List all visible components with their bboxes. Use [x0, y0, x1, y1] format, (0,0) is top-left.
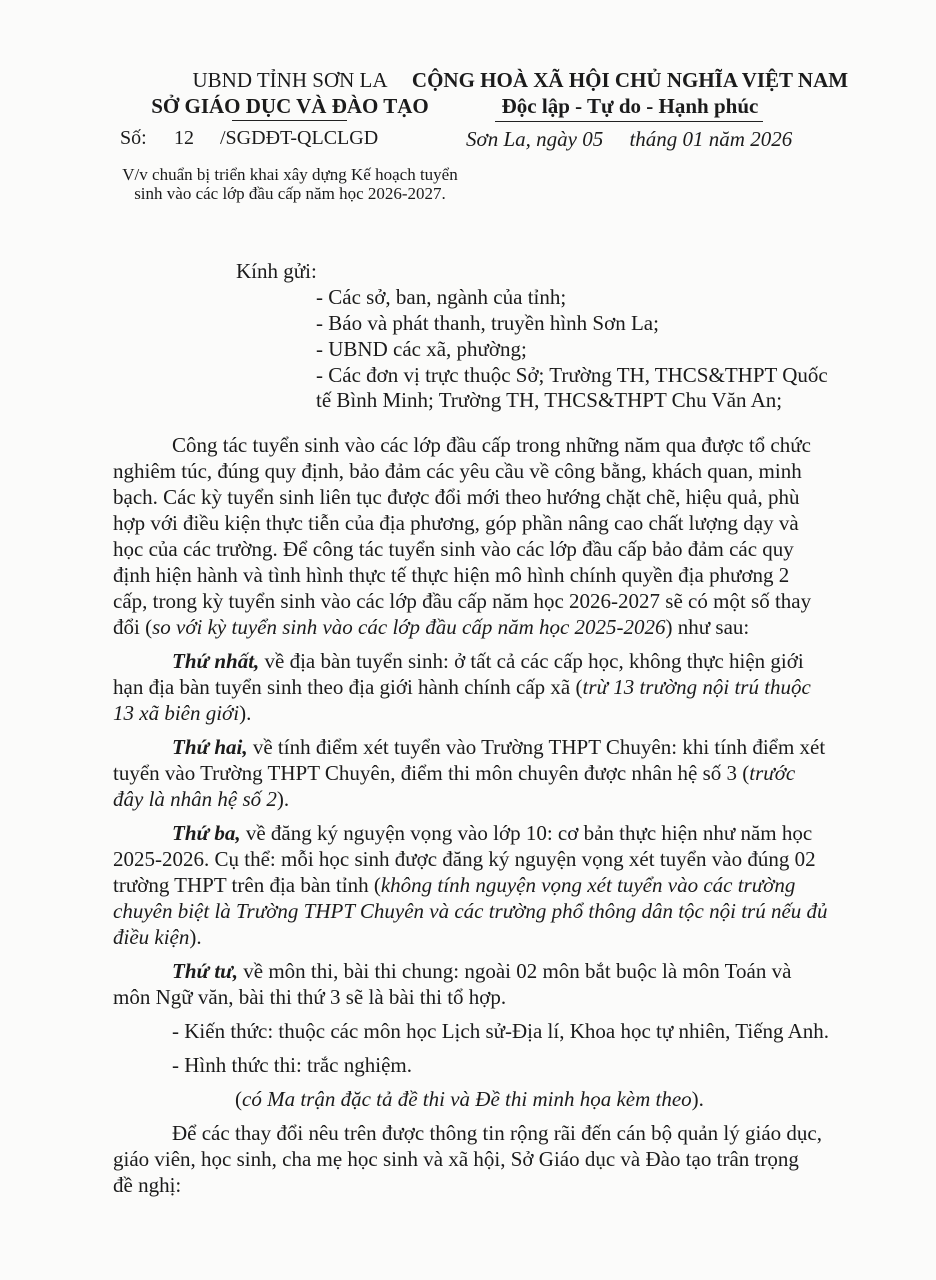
doc-code: /SGDĐT-QLCLGD — [220, 127, 379, 149]
org-underline — [232, 120, 347, 121]
p3-line: chuyên biệt là Trường THPT Chuyên và các trường phổ thông dân tộc nội trú nếu đủ — [113, 899, 828, 923]
greeting: Kính gửi: — [236, 259, 317, 283]
recipient-line: tế Bình Minh; Trường TH, THCS&THPT Chu Văn An; — [316, 388, 783, 412]
p3-text: trường THPT trên địa bàn tỉnh ( — [113, 873, 381, 897]
p3-line — [113, 872, 795, 898]
recipient-line: - Các sở, ban, ngành của tỉnh; — [316, 285, 567, 309]
recipient-line: - UBND các xã, phường; — [316, 337, 527, 361]
intro-line-last — [113, 614, 749, 640]
p3-heading: Thứ ba, — [172, 821, 241, 845]
p1-text-italic: trừ 13 trường nội trú thuộc — [582, 675, 811, 699]
doc-number-label: Số: — [120, 127, 147, 149]
p2-line — [113, 760, 795, 786]
p3-text: về đăng ký nguyện vọng vào lớp 10: cơ bản thực hiện như năm học — [240, 821, 813, 845]
p1-text-italic: 13 xã biên giới — [113, 701, 240, 725]
org-parent: UBND TỈNH SƠN LA — [192, 68, 388, 92]
place-date-b: tháng 01 năm 2026 — [629, 127, 793, 151]
motto-underline — [495, 121, 763, 122]
p3-line: 2025-2026. Cụ thể: mỗi học sinh được đăng ký nguyện vọng xét tuyển vào đúng 02 — [113, 847, 816, 871]
p1-text: ). — [239, 701, 252, 725]
p2-text: ). — [276, 787, 290, 811]
p3-text: ). — [189, 925, 202, 949]
intro-line: hợp với điều kiện thực tiễn của địa phương, góp phần nâng cao chất lượng dạy và — [113, 511, 799, 535]
intro-line: cấp, trong kỳ tuyển sinh vào các lớp đầu cấp năm học 2026-2027 sẽ có một số thay — [113, 589, 812, 613]
p4-note — [235, 1086, 704, 1112]
org-name: SỞ GIÁO DỤC VÀ ĐÀO TẠO — [151, 94, 429, 118]
p4-item: - Kiến thức: thuộc các môn học Lịch sử-Địa lí, Khoa học tự nhiên, Tiếng Anh. — [172, 1019, 830, 1043]
p2-text-italic: trước — [749, 761, 796, 785]
p1-line — [113, 700, 251, 726]
p2-line — [172, 734, 825, 760]
p2-text: tuyển vào Trường THPT Chuyên, điểm thi môn chuyên được nhân hệ số 3 ( — [113, 761, 750, 785]
p3-line — [172, 820, 812, 846]
p4-line — [172, 958, 791, 984]
place-date — [466, 127, 792, 152]
intro-line: nghiêm túc, đúng quy định, bảo đảm các yêu cầu về công bằng, khách quan, minh — [113, 459, 802, 483]
p4-line: môn Ngữ văn, bài thi thứ 3 sẽ là bài thi tổ hợp. — [113, 985, 507, 1009]
p4-item: - Hình thức thi: trắc nghiệm. — [172, 1053, 412, 1077]
p4-note-b: có Ma trận đặc tả đề thi và Đề thi minh họa kèm theo — [242, 1087, 692, 1111]
p1-line — [113, 674, 811, 700]
closing-line: giáo viên, học sinh, cha mẹ học sinh và xã hội, Sở Giáo dục và Đào tạo trân trọng — [113, 1147, 799, 1171]
intro-line: học của các trường. Để công tác tuyển sinh vào các lớp đầu cấp bảo đảm các quy — [113, 537, 794, 561]
intro-last-c: ) như sau: — [665, 615, 750, 639]
p2-heading: Thứ hai, — [172, 735, 248, 759]
p1-text: hạn địa bàn tuyển sinh theo địa giới hành chính cấp xã ( — [113, 675, 583, 699]
p1-heading: Thứ nhất, — [172, 649, 260, 673]
intro-last-b: so với kỳ tuyển sinh vào các lớp đầu cấp năm học 2025-2026 — [152, 615, 666, 639]
p4-note-c: ). — [691, 1087, 704, 1111]
p2-text: về tính điểm xét tuyển vào Trường THPT Chuyên: khi tính điểm xét — [247, 735, 826, 759]
p3-text-italic: điều kiện — [113, 925, 190, 949]
intro-line: định hiện hành và tình hình thực tế thực hiện mô hình chính quyền địa phương 2 — [113, 563, 790, 587]
p4-heading: Thứ tư, — [172, 959, 239, 983]
p3-text-italic: không tính nguyện vọng xét tuyển vào các trường — [380, 873, 796, 897]
doc-number: 12 — [174, 127, 194, 149]
closing-line: đề nghị: — [113, 1173, 182, 1197]
intro-last-a: đổi ( — [113, 615, 153, 639]
p1-text: về địa bàn tuyển sinh: ở tất cả các cấp học, không thực hiện giới — [259, 649, 804, 673]
p1-line — [172, 648, 804, 674]
intro-line: Công tác tuyển sinh vào các lớp đầu cấp trong những năm qua được tổ chức — [172, 433, 811, 457]
p4-text: về môn thi, bài thi chung: ngoài 02 môn bắt buộc là môn Toán và — [238, 959, 792, 983]
nation-title: CỘNG HOÀ XÃ HỘI CHỦ NGHĨA VIỆT NAM — [411, 68, 849, 92]
p2-text-italic: đây là nhân hệ số 2 — [113, 787, 277, 811]
intro-line: bạch. Các kỳ tuyển sinh liên tục được đổi mới theo hướng chặt chẽ, hiệu quả, phù — [113, 485, 800, 509]
recipient-line: - Các đơn vị trực thuộc Sở; Trường TH, THCS&THPT Quốc — [316, 363, 828, 387]
place-date-a: Sơn La, ngày 05 — [466, 127, 604, 151]
motto: Độc lập - Tự do - Hạnh phúc — [501, 94, 759, 118]
p2-line — [113, 786, 289, 812]
p4-note-a: ( — [235, 1087, 242, 1111]
recipient-line: - Báo và phát thanh, truyền hình Sơn La; — [316, 311, 659, 335]
closing-line: Để các thay đổi nêu trên được thông tin rộng rãi đến cán bộ quản lý giáo dục, — [172, 1121, 822, 1145]
subject: V/v chuẩn bị triển khai xây dựng Kế hoạch tuyển sinh vào các lớp đầu cấp năm học 2026-2027. — [122, 165, 458, 203]
p3-line — [113, 924, 202, 950]
